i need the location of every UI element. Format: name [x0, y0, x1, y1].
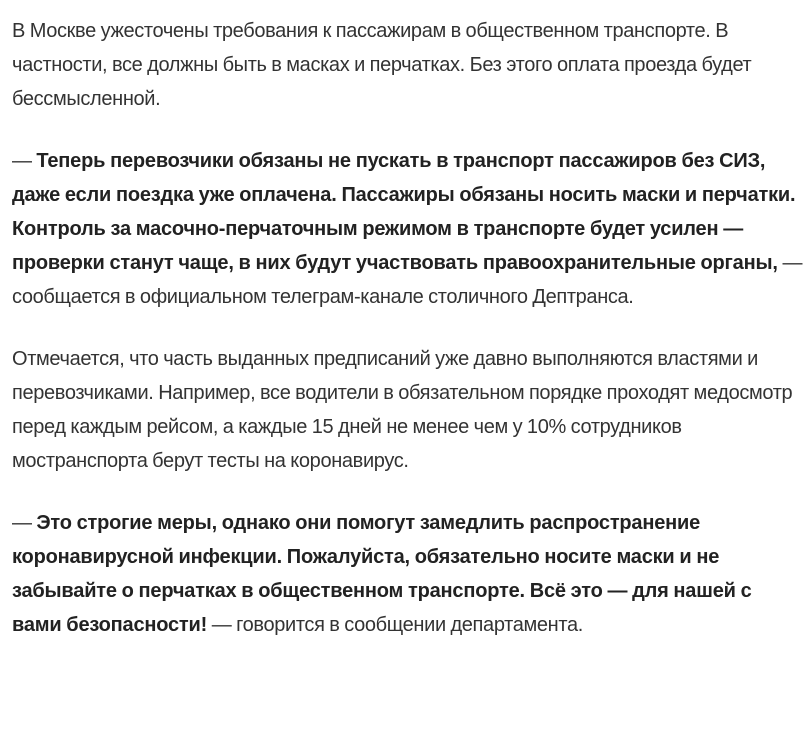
quote-attribution: — сообщается в официальном телеграм-канале столичного Дептранса. — [12, 252, 803, 308]
paragraph-measures: Отмечается, что часть выданных предписаний уже давно выполняются властями и перевозчиками. Например, все водители в обязательном порядке проходят медосмотр перед каждым рейсом, а каждые 15 дней не менее чем у 10% сотрудников мостранспорта берут тесты на коронавирус. — [12, 348, 793, 472]
quote-dash: — — [12, 150, 37, 172]
quote-deptrans — [12, 144, 804, 314]
quote-dash: — — [12, 512, 37, 534]
paragraph-intro: В Москве ужесточены требования к пассажирам в общественном транспорте. В частности, все должны быть в масках и перчатках. Без этого оплата проезда будет бессмысленной. — [12, 20, 752, 110]
quote-bold-text: Теперь перевозчики обязаны не пускать в транспорт пассажиров без СИЗ, даже если поездка уже оплачена. Пассажиры обязаны носить маски и перчатки. Контроль за масочно-перчаточным режимом в транспорте будет усилен — проверки станут чаще, в них будут участвовать правоохранительные органы, — [12, 150, 796, 274]
quote-attribution: — говорится в сообщении департамента. — [207, 614, 583, 636]
quote-department — [12, 506, 804, 642]
quote-bold-text: Это строгие меры, однако они помогут замедлить распространение коронавирусной инфекции. Пожалуйста, обязательно носите маски и не забывайте о перчатках в общественном транспорте. Всё это — для нашей с вами безопасности! — [12, 512, 752, 636]
